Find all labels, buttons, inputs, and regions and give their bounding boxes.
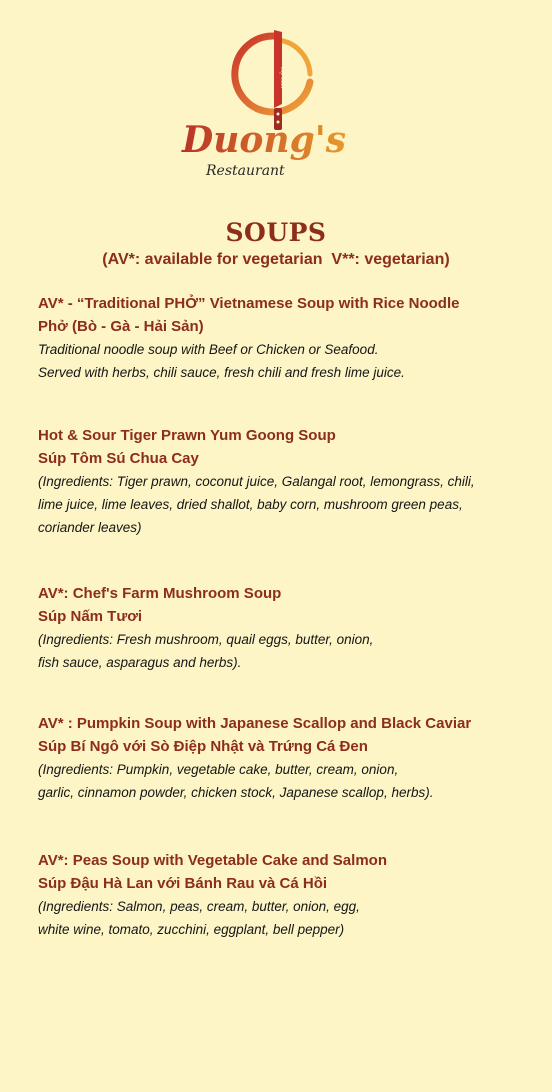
section-subtitle: (AV*: available for vegetarian V**: vegetarian) xyxy=(102,251,450,268)
item-description-line: coriander leaves) xyxy=(38,520,142,535)
item-description xyxy=(38,895,528,941)
menu-item xyxy=(38,292,528,384)
menu-item xyxy=(38,424,528,539)
item-description xyxy=(38,470,528,539)
item-description-line: lime juice, lime leaves, dried shallot, baby corn, mushroom green peas, xyxy=(38,497,463,512)
item-description xyxy=(38,338,528,384)
logo-graphic xyxy=(170,22,380,182)
menu-item xyxy=(38,712,528,804)
item-description-line: white wine, tomato, zucchini, eggplant, bell pepper) xyxy=(38,922,345,937)
item-vietnamese-name: Phở (Bò - Gà - Hải Sản) xyxy=(38,318,204,335)
item-name: AV*: Peas Soup with Vegetable Cake and Salmon xyxy=(38,852,387,869)
item-description-line: Served with herbs, chili sauce, fresh chili and fresh lime juice. xyxy=(38,365,405,380)
menu-item xyxy=(38,849,528,941)
item-description-line: (Ingredients: Pumpkin, vegetable cake, butter, cream, onion, xyxy=(38,762,399,777)
item-vietnamese-name: Súp Nấm Tươi xyxy=(38,608,143,625)
item-description xyxy=(38,628,528,674)
item-name: AV* - “Traditional PHỞ” Vietnamese Soup with Rice Noodle xyxy=(38,295,460,312)
item-description-line: (Ingredients: Fresh mushroom, quail eggs, butter, onion, xyxy=(38,632,374,647)
restaurant-logo xyxy=(170,22,380,182)
item-vietnamese-name: Súp Tôm Sú Chua Cay xyxy=(38,450,199,467)
item-name: Hot & Sour Tiger Prawn Yum Goong Soup xyxy=(38,427,336,444)
menu-item xyxy=(38,582,528,674)
item-description xyxy=(38,758,528,804)
item-description-line: (Ingredients: Salmon, peas, cream, butter, onion, egg, xyxy=(38,899,360,914)
item-name: AV*: Chef's Farm Mushroom Soup xyxy=(38,585,282,602)
item-description-line: (Ingredients: Tiger prawn, coconut juice, Galangal root, lemongrass, chili, xyxy=(38,474,475,489)
item-description-line: Traditional noodle soup with Beef or Chicken or Seafood. xyxy=(38,342,379,357)
brand-name: Duong's xyxy=(182,119,347,161)
item-vietnamese-name: Súp Đậu Hà Lan với Bánh Rau và Cá Hồi xyxy=(38,875,328,892)
section-title: SOUPS xyxy=(225,218,327,247)
item-description-line: garlic, cinnamon powder, chicken stock, Japanese scallop, herbs). xyxy=(38,785,434,800)
knife-label: Top Chef xyxy=(279,66,285,89)
item-vietnamese-name: Súp Bí Ngô với Sò Điệp Nhật và Trứng Cá Đen xyxy=(38,738,368,755)
item-description-line: fish sauce, asparagus and herbs). xyxy=(38,655,242,670)
item-name: AV* : Pumpkin Soup with Japanese Scallop and Black Caviar xyxy=(38,715,472,732)
brand-sub: Restaurant xyxy=(206,163,285,179)
